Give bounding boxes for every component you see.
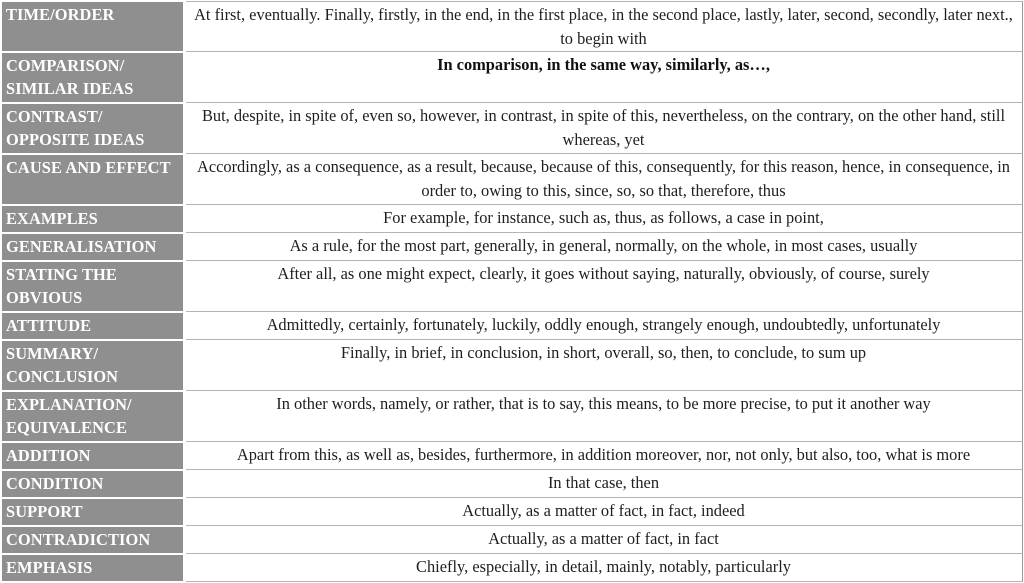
table-row [2, 526, 1022, 554]
category-cell-emphasis: EMPHASIS [2, 554, 184, 582]
table-row [2, 261, 1022, 312]
category-cell-attitude: ATTITUDE [2, 312, 184, 340]
table-row [2, 554, 1022, 582]
category-cell-comparison: COMPARISON/ SIMILAR IDEAS [2, 52, 184, 103]
words-cell-contradiction: Actually, as a matter of fact, in fact [184, 526, 1022, 554]
category-cell-summary: SUMMARY/ CONCLUSION [2, 340, 184, 391]
category-cell-examples: EXAMPLES [2, 205, 184, 233]
connectives-table [2, 1, 1023, 583]
table-row [2, 312, 1022, 340]
table-row [2, 340, 1022, 391]
category-cell-addition: ADDITION [2, 442, 184, 470]
table-row [2, 154, 1022, 205]
words-cell-time-order: At first, eventually. Finally, firstly, in the end, in the first place, in the second place, lastly, later, second, secondly, later next., to begin with [184, 2, 1022, 52]
table-row [2, 52, 1022, 103]
words-cell-contrast: But, despite, in spite of, even so, however, in contrast, in spite of this, nevertheless, on the contrary, on the other hand, still whereas, yet [184, 103, 1022, 154]
words-cell-cause-effect: Accordingly, as a consequence, as a result, because, because of this, consequently, for this reason, hence, in consequence, in order to, owing to this, since, so, so that, therefore, thus [184, 154, 1022, 205]
table-row [2, 498, 1022, 526]
words-cell-support: Actually, as a matter of fact, in fact, indeed [184, 498, 1022, 526]
category-cell-generalisation: GENERALISATION [2, 233, 184, 261]
table-row [2, 2, 1022, 52]
words-cell-condition: In that case, then [184, 470, 1022, 498]
words-cell-attitude: Admittedly, certainly, fortunately, luckily, oddly enough, strangely enough, undoubtedly, unfortunately [184, 312, 1022, 340]
category-cell-condition: CONDITION [2, 470, 184, 498]
words-cell-examples: For example, for instance, such as, thus, as follows, a case in point, [184, 205, 1022, 233]
words-cell-emphasis: Chiefly, especially, in detail, mainly, notably, particularly [184, 554, 1022, 582]
category-cell-support: SUPPORT [2, 498, 184, 526]
words-cell-addition: Apart from this, as well as, besides, furthermore, in addition moreover, nor, not only, but also, too, what is more [184, 442, 1022, 470]
category-cell-cause-effect: CAUSE AND EFFECT [2, 154, 184, 205]
words-cell-comparison: In comparison, in the same way, similarly, as…, [184, 52, 1022, 103]
table-row [2, 103, 1022, 154]
table-row [2, 470, 1022, 498]
words-cell-generalisation: As a rule, for the most part, generally, in general, normally, on the whole, in most cases, usually [184, 233, 1022, 261]
category-cell-contradiction: CONTRADICTION [2, 526, 184, 554]
table-row [2, 233, 1022, 261]
table-row [2, 205, 1022, 233]
category-cell-contrast: CONTRAST/ OPPOSITE IDEAS [2, 103, 184, 154]
words-cell-explanation: In other words, namely, or rather, that is to say, this means, to be more precise, to put it another way [184, 391, 1022, 442]
table-row [2, 391, 1022, 442]
category-cell-time-order: TIME/ORDER [2, 2, 184, 52]
table-row [2, 442, 1022, 470]
category-cell-explanation: EXPLANATION/ EQUIVALENCE [2, 391, 184, 442]
words-cell-stating-obvious: After all, as one might expect, clearly, it goes without saying, naturally, obviously, of course, surely [184, 261, 1022, 312]
words-cell-summary: Finally, in brief, in conclusion, in short, overall, so, then, to conclude, to sum up [184, 340, 1022, 391]
category-cell-stating-obvious: STATING THE OBVIOUS [2, 261, 184, 312]
